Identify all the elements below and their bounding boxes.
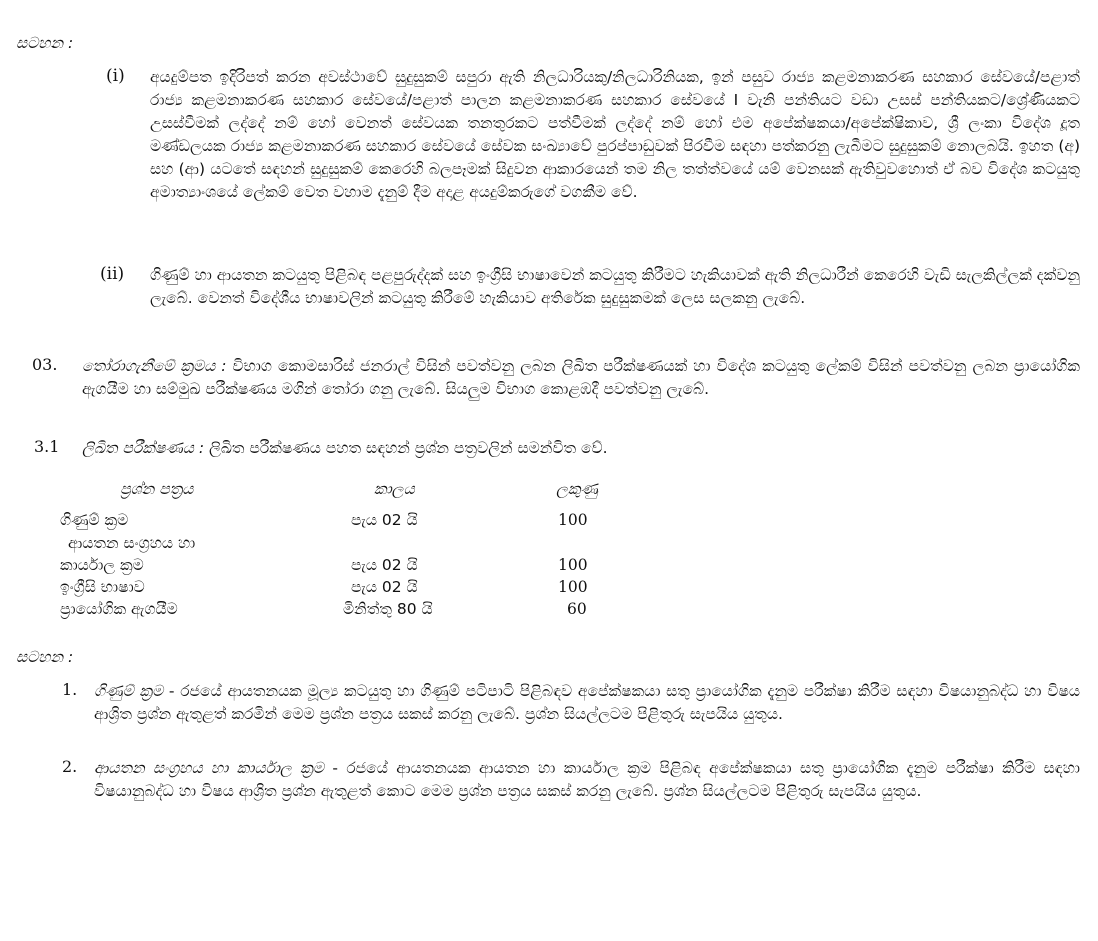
note-item-2-paragraph bbox=[94, 757, 1080, 803]
table-cell-duration: පැය 02 යි bbox=[351, 511, 418, 529]
table-header-duration: කාලය bbox=[374, 480, 415, 498]
note-label-bottom: සටහන : bbox=[16, 648, 74, 666]
table-header-marks: ලකුණු bbox=[556, 480, 598, 498]
item-ii-paragraph: ගිණුම් හා ආයතන කටයුතු පිළිබඳ පළපුරුද්දක් සහ ඉංග්‍රීසි භාෂාවෙන් කටයුතු කිරීමට හැකියාවක් ඇති නිලධාරීන් කෙරෙහි වැඩි සැලකිල්ලක් දක්වනු ලැබේ. වෙනත් විදේශීය භාෂාවලින් කටයුතු කිරීමේ හැකියාව අතිරේක සුදුසුකමක් ලෙස සලකනු ලැබේ. bbox=[150, 266, 1080, 307]
section-31-paragraph bbox=[82, 437, 1080, 460]
table-cell-paper: ප්‍රායෝගික ඇගයීම bbox=[60, 600, 178, 618]
section-31-number: 3.1 bbox=[34, 437, 60, 456]
note-item-1-marker: 1. bbox=[62, 680, 78, 699]
section-03-number: 03. bbox=[32, 355, 58, 374]
note-item-2-body: - රජයේ ආයතනයක ආයතන හා කාර්යාල ක්‍රම පිළිබඳ අපේක්ෂකයා සතු ප්‍රායෝගික දැනුම පරීක්ෂා කිරීම සඳහා විෂයානුබද්ධ හා විෂය ආශ්‍රිත ප්‍රශ්න ඇතුළත් කොට මෙම ප්‍රශ්න පත්‍රය සකස් කරනු ලැබේ. ප්‍රශ්න සියල්ලටම පිළිතුරු සැපයිය යුතුය. bbox=[94, 759, 1080, 800]
table-cell-marks: 100 bbox=[558, 511, 588, 529]
item-i-paragraph: අයදුම්පත ඉදිරිපත් කරන අවස්ථාවේ සුදුසුකම් සපුරා ඇති නිලධාරියකු/නිලධාරිනියක, ඉන් පසුව රාජ්‍ය කළමනාකරණ සහකාර සේවයේ/පළාත් රාජ්‍ය කළමනාකරණ සහකාර සේවයේ/පළාත් පාලන කළමනාකරණ සහකාර සේවයේ I වැනි පන්තියට වඩා උසස් පන්තියකට/ශ්‍රේණියකට උසස්වීමක් ලද්දේ නම් හෝ වෙනත් සේවයක තනතුරකට පත්වීමක් ලද්දේ නම් හෝ එම අපේක්ෂකයා/අපේක්ෂිකාව, ශ්‍රී ලංකා විදේශ දූත මණ්ඩලයක රාජ්‍ය කළමනාකරණ සහකාර සේවයේ සේවක සංඛ්‍යාවේ පුරප්පාඩුවක් පිරවීම සඳහා පත්කරනු ලැබීමට සුදුසුකම් නොලබයි. ඉහත (අ) සහ (ආ) යටතේ සඳහන් සුදුසුකම් කෙරෙහි බලපෑමක් සිදුවන ආකාරයෙන් තම නිල තත්ත්වයේ යම් වෙනසක් ඇතිවුවහොත් ඒ බව විදේශ කටයුතු අමාත්‍යාංශයේ ලේකම් වෙත වහාම දැනුම් දීම අදාළ අයදුම්කරුගේ වගකීම වේ. bbox=[150, 68, 1080, 201]
table-cell-paper: ආයතන සංග්‍රහය හා bbox=[68, 534, 196, 552]
section-31-body: ලිඛිත පරීක්ෂණය පහත සඳහන් ප්‍රශ්න පත්‍රවලින් සමන්විත වේ. bbox=[204, 439, 608, 457]
table-cell-duration: පැය 02 යි bbox=[351, 556, 418, 574]
table-cell-paper: ගිණුම් ක්‍රම bbox=[60, 511, 129, 529]
note-item-1-heading: ගිණුම් ක්‍රම bbox=[94, 682, 164, 700]
table-cell-marks: 100 bbox=[558, 556, 588, 574]
table-cell-duration: පැය 02 යි bbox=[351, 578, 418, 596]
table-cell-marks: 60 bbox=[567, 600, 587, 618]
note-item-1-paragraph bbox=[94, 680, 1080, 726]
item-marker-ii: (ii) bbox=[100, 264, 125, 284]
note-item-2-heading: ආයතන සංග්‍රහය හා කාර්යාල ක්‍රම bbox=[94, 759, 324, 777]
table-cell-paper: කාර්යාල ක්‍රම bbox=[60, 556, 144, 574]
note-item-2-marker: 2. bbox=[62, 757, 78, 776]
table-cell-marks: 100 bbox=[558, 578, 588, 596]
item-marker-i: (i) bbox=[106, 66, 125, 86]
section-31-heading: ලිඛිත පරීක්ෂණය : bbox=[82, 439, 205, 457]
section-03-body: විභාග කොමසාරිස් ජනරාල් විසින් පවත්වනු ලබන ලිඛිත පරීක්ෂණයක් හා විදේශ කටයුතු ලේකම් විසින් පවත්වනු ලබන ප්‍රායෝගික ඇගයීම හා සම්මුඛ පරීක්ෂණය මගින් තෝරා ගනු ලැබේ. සියලුම විභාග කොළඹදී පවත්වනු ලැබේ. bbox=[82, 357, 1080, 398]
note-label-top: සටහන : bbox=[16, 34, 74, 52]
section-03-paragraph bbox=[82, 355, 1080, 401]
table-header-paper: ප්‍රශ්න පත්‍රය bbox=[120, 480, 194, 498]
note-item-1-body: - රජයේ ආයතනයක මූල්‍ය කටයුතු හා ගිණුම් පටිපාටි පිළිබඳව අපේක්ෂකයා සතු ප්‍රායෝගික දැනුම පරීක්ෂා කිරීම සඳහා විෂයානුබද්ධ හා විෂය ආශ්‍රිත ප්‍රශ්න ඇතුළත් කරමින් මෙම ප්‍රශ්න පත්‍රය සකස් කරනු ලැබේ. ප්‍රශ්න සියල්ලටම පිළිතුරු සැපයිය යුතුය. bbox=[94, 682, 1080, 723]
section-03-heading: තෝරාගැනීමේ ක්‍රමය : bbox=[82, 357, 227, 375]
table-cell-paper: ඉංග්‍රීසි භාෂාව bbox=[60, 578, 145, 596]
table-cell-duration: මිනිත්තු 80 යි bbox=[343, 600, 433, 618]
